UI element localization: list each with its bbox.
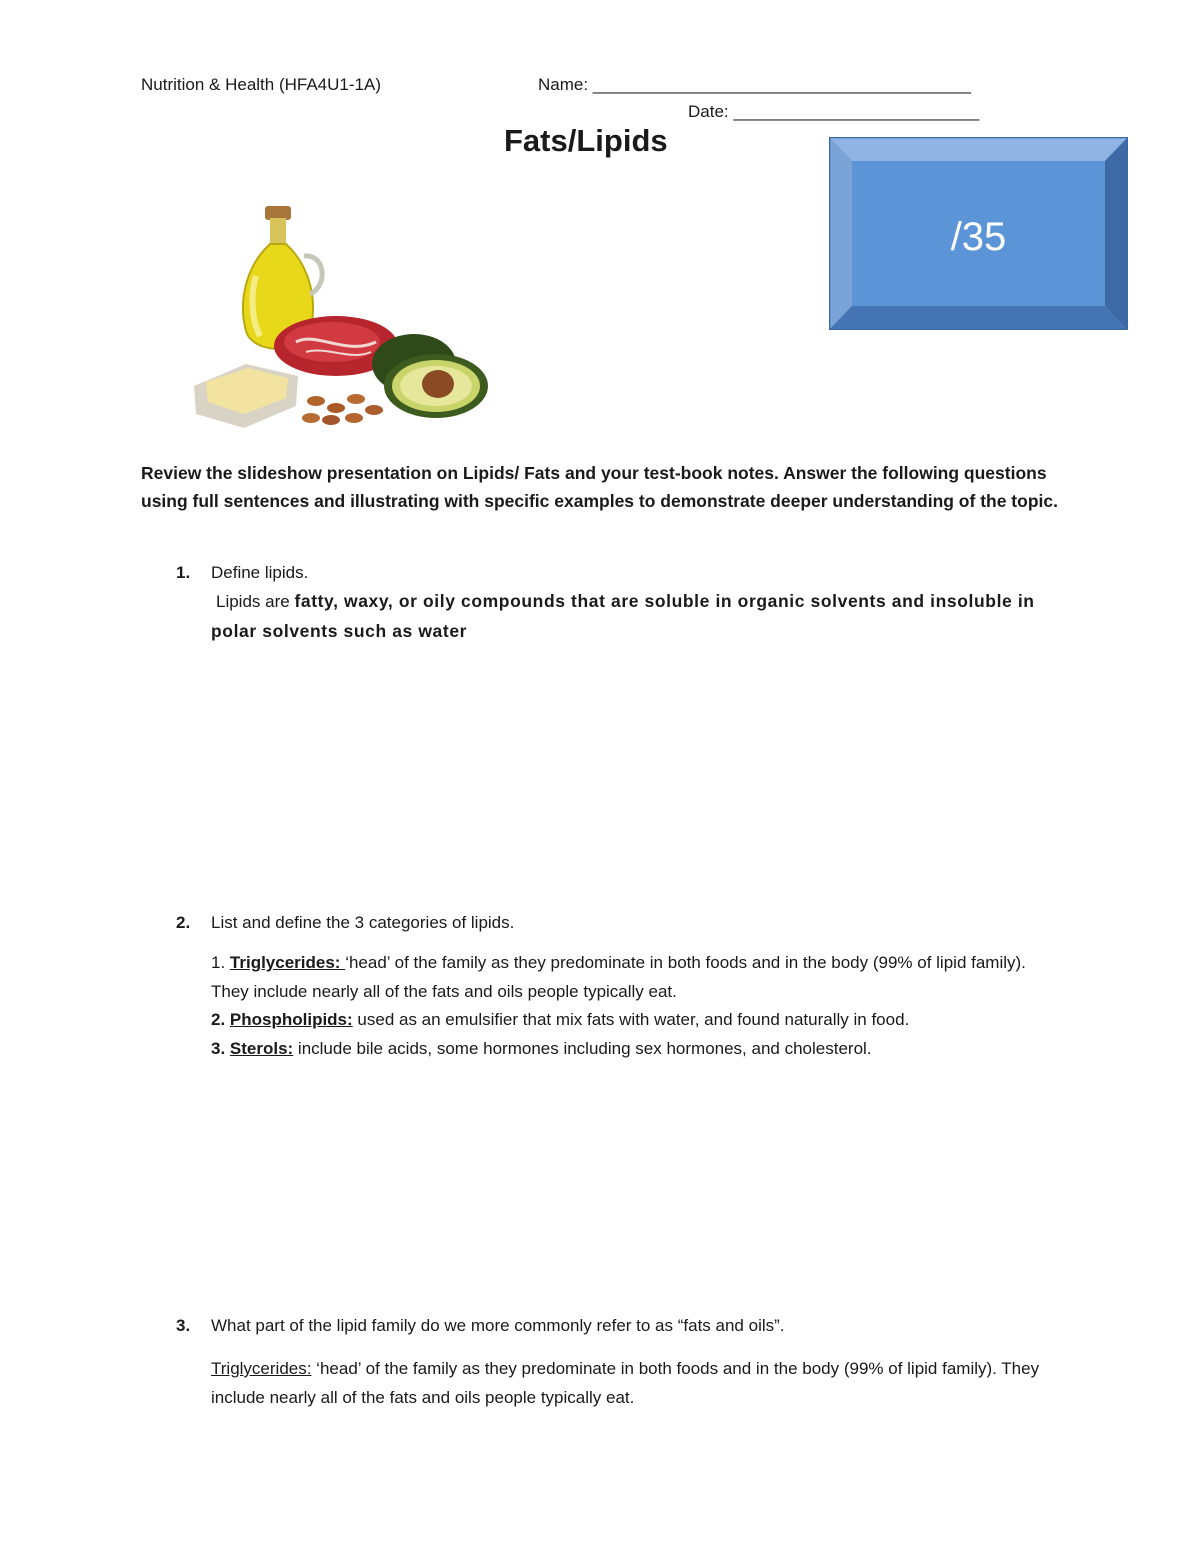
answer-1[interactable] xyxy=(211,587,1071,646)
category-term: Sterols: xyxy=(229,1038,294,1058)
answer-desc: ‘head’ of the family as they predominate in both foods and in the body (99% of lipid family). They include nearly all of the fats and oils people typically eat. xyxy=(211,1359,1040,1407)
date-field[interactable]: Date: __________________________ xyxy=(688,102,980,121)
question-text: Define lipids. xyxy=(211,563,309,582)
lipid-category-item: 3. Sterols: include bile acids, some hormones including sex hormones, and cholesterol. xyxy=(211,1038,872,1058)
course-title: Nutrition & Health (HFA4U1-1A) xyxy=(141,75,381,94)
category-term: Triglycerides: xyxy=(229,953,346,972)
score-total: /35 xyxy=(950,214,1007,259)
question-number: 2. xyxy=(176,913,191,932)
question-number: 3. xyxy=(176,1316,191,1335)
page-title: Fats/Lipids xyxy=(504,123,668,158)
name-field[interactable]: Name: ________________________________________ xyxy=(538,75,971,94)
answer-definition: fatty, waxy, or oily compounds that are soluble in organic solvents and insoluble in polar solvents such as water xyxy=(211,591,1035,641)
lipid-category-item: 2. Phospholipids: used as an emulsifier that mix fats with water, and found naturally in food. xyxy=(211,1010,910,1029)
question-2 xyxy=(176,913,1076,937)
question-1 xyxy=(176,563,1076,587)
lipid-category-item: 1. Triglycerides: ‘head’ of the family as they predominate in both foods and in the body (99% of lipid family). They include nearly all of the fats and oils people typically eat. xyxy=(211,953,1026,1001)
category-desc: used as an emulsifier that mix fats with water, and found naturally in food. xyxy=(352,1010,910,1029)
question-3 xyxy=(176,1316,1076,1340)
question-number: 1. xyxy=(176,563,191,582)
answer-term: Triglycerides: xyxy=(211,1359,312,1378)
answer-3[interactable] xyxy=(211,1355,1041,1412)
score-box xyxy=(829,137,1128,330)
answer-prefix: Lipids are xyxy=(216,592,295,611)
category-term: Phospholipids: xyxy=(229,1010,353,1029)
food-fats-illustration-icon xyxy=(186,196,498,434)
question-text: List and define the 3 categories of lipids. xyxy=(211,913,515,932)
question-text: What part of the lipid family do we more commonly refer to as “fats and oils”. xyxy=(211,1316,785,1335)
category-desc: ‘head’ of the family as they predominate in both foods and in the body (99% of lipid family). They include nearly all of the fats and oils people typically eat. xyxy=(211,953,1026,1001)
intro-instructions: Review the slideshow presentation on Lipids/ Fats and your test-book notes. Answer the following questions using full sentences and illustrating with specific examples to demonstrate deeper understanding of the topic. xyxy=(141,463,1058,511)
category-desc: include bile acids, some hormones including sex hormones, and cholesterol. xyxy=(293,1038,872,1058)
answer-2[interactable] xyxy=(211,949,1061,1063)
